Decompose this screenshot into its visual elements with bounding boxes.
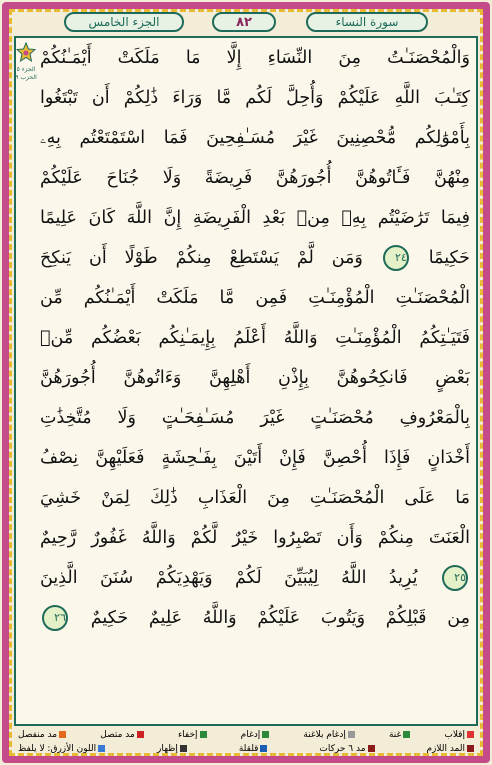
legend-label: المد اللازم [426, 744, 465, 754]
text-line [40, 158, 470, 198]
color-swatch-icon [368, 745, 375, 752]
line-text: كِتَـٰبَ اللَّهِ عَلَيْكُمْ وَأُحِلَّ لَكُم مَّا وَرَاءَ ذَٰلِكُمْ أَن تَبْتَغُوا [40, 88, 470, 108]
text-line [40, 558, 470, 598]
text-line [40, 598, 470, 638]
text-line [40, 318, 470, 358]
legend-item [319, 742, 374, 756]
line-text: حَكِيمًا [428, 248, 470, 268]
color-swatch-icon [348, 731, 355, 738]
line-text: مَا عَلَى الْمُحْصَنَـٰتِ مِنَ الْعَذَابِ ذَٰلِكَ لِمَنْ خَشِيَ [40, 488, 470, 508]
juz-hizb-note: الجزء ٥ الحزب ٩ [15, 66, 37, 81]
text-line [40, 518, 470, 558]
line-text: وَالْمُحْصَنَـٰتُ مِنَ النِّسَاءِ إِلَّا مَا مَلَكَتْ أَيْمَـٰنُكُمْ [40, 48, 470, 68]
legend-item [18, 728, 66, 742]
quran-text [40, 38, 470, 724]
ayah-number-marker: ٢٦ [42, 605, 68, 631]
ayah-number-marker: ٢٥ [442, 565, 468, 591]
color-swatch-icon [467, 731, 474, 738]
line-text: بَعْضٍ فَانكِحُوهُنَّ بِإِذْنِ أَهْلِهِنَّ وَءَاتُوهُنَّ أُجُورَهُنَّ [40, 368, 470, 388]
ayah-number-marker: ٢٤ [383, 245, 409, 271]
legend-item [389, 728, 410, 742]
legend-item [241, 728, 270, 742]
line-text: مِن قَبْلِكُمْ وَيَتُوبَ عَلَيْكُمْ وَاللَّهُ عَلِيمٌ حَكِيمٌ [90, 608, 470, 628]
legend-label: مد منفصل [18, 730, 58, 740]
tajweed-legend [14, 728, 478, 758]
line-text: مِنْهُنَّ فَـَٔاتُوهُنَّ أُجُورَهُنَّ فَرِيضَةً وَلَا جُنَاحَ عَلَيْكُمْ [40, 168, 470, 188]
legend-label: مد متصل [100, 730, 135, 740]
hizb-marker-icon [16, 42, 36, 62]
color-swatch-icon [200, 731, 207, 738]
legend-label: إقلاب [444, 730, 465, 740]
juz-label: الجزء الخامس [64, 12, 184, 32]
legend-item [100, 728, 144, 742]
color-swatch-icon [98, 745, 105, 752]
color-swatch-icon [467, 745, 474, 752]
text-line [40, 118, 470, 158]
legend-label: إدغام بلاغنة [303, 730, 346, 740]
text-line [40, 278, 470, 318]
line-text: أَخْدَانٍ فَإِذَا أُحْصِنَّ فَإِنْ أَتَيْنَ بِفَـٰحِشَةٍ فَعَلَيْهِنَّ نِصْفُ [40, 448, 470, 468]
text-line [40, 78, 470, 118]
page-number: ٨٢ [212, 12, 276, 32]
legend-item [426, 742, 474, 756]
legend-item [178, 728, 207, 742]
color-swatch-icon [59, 731, 66, 738]
page-header [14, 10, 478, 34]
legend-item [239, 742, 268, 756]
line-text: فِيمَا تَرَٰضَيْتُم بِهِۦ مِنۢ بَعْدِ الْفَرِيضَةِ إِنَّ اللَّهَ كَانَ عَلِيمًا [40, 208, 470, 228]
legend-label: مد ٦ حركات [319, 744, 366, 754]
text-line [40, 398, 470, 438]
color-swatch-icon [137, 731, 144, 738]
line-text: الْعَنَتَ مِنكُمْ وَأَن تَصْبِرُوا خَيْرٌ لَّكُمْ وَاللَّهُ غَفُورٌ رَّحِيمٌ [40, 528, 470, 548]
legend-row [14, 742, 478, 756]
legend-item [157, 742, 187, 756]
text-line [40, 198, 470, 238]
legend-item [18, 742, 105, 756]
line-text: وَمَن لَّمْ يَسْتَطِعْ مِنكُمْ طَوْلًا أَن يَنكِحَ [40, 248, 363, 268]
legend-label: اللون الأزرق: لا يلفظ [18, 744, 97, 754]
text-line [40, 438, 470, 478]
text-line [40, 358, 470, 398]
color-swatch-icon [262, 731, 269, 738]
line-text: بِأَمْوَٰلِكُم مُّحْصِنِينَ غَيْرَ مُسَـٰفِحِينَ فَمَا اسْتَمْتَعْتُم بِهِۦ [40, 128, 470, 148]
color-swatch-icon [260, 745, 267, 752]
color-swatch-icon [403, 731, 410, 738]
legend-row [14, 728, 478, 742]
surah-label: سورة النساء [306, 12, 428, 32]
legend-label: قلقلة [238, 744, 259, 754]
legend-label: إخفاء [177, 730, 198, 740]
text-line [40, 38, 470, 78]
line-text: يُرِيدُ اللَّهُ لِيُبَيِّنَ لَكُمْ وَيَهْدِيَكُمْ سُنَنَ الَّذِينَ [40, 568, 418, 588]
text-line [40, 238, 470, 278]
legend-label: غنة [388, 730, 402, 740]
line-text: فَتَيَـٰتِكُمُ الْمُؤْمِنَـٰتِ وَاللَّهُ أَعْلَمُ بِإِيمَـٰنِكُم بَعْضُكُم مِّنۢ [40, 328, 470, 348]
line-text: الْمُحْصَنَـٰتِ الْمُؤْمِنَـٰتِ فَمِن مَّا مَلَكَتْ أَيْمَـٰنُكُم مِّن [40, 288, 470, 308]
line-text: بِالْمَعْرُوفِ مُحْصَنَـٰتٍ غَيْرَ مُسَـٰفِحَـٰتٍ وَلَا مُتَّخِذَٰتِ [40, 408, 470, 428]
color-swatch-icon [180, 745, 187, 752]
legend-item [303, 728, 355, 742]
legend-label: إدغام [240, 730, 261, 740]
legend-label: إظهار [157, 744, 178, 754]
legend-item [444, 728, 474, 742]
text-line [40, 478, 470, 518]
